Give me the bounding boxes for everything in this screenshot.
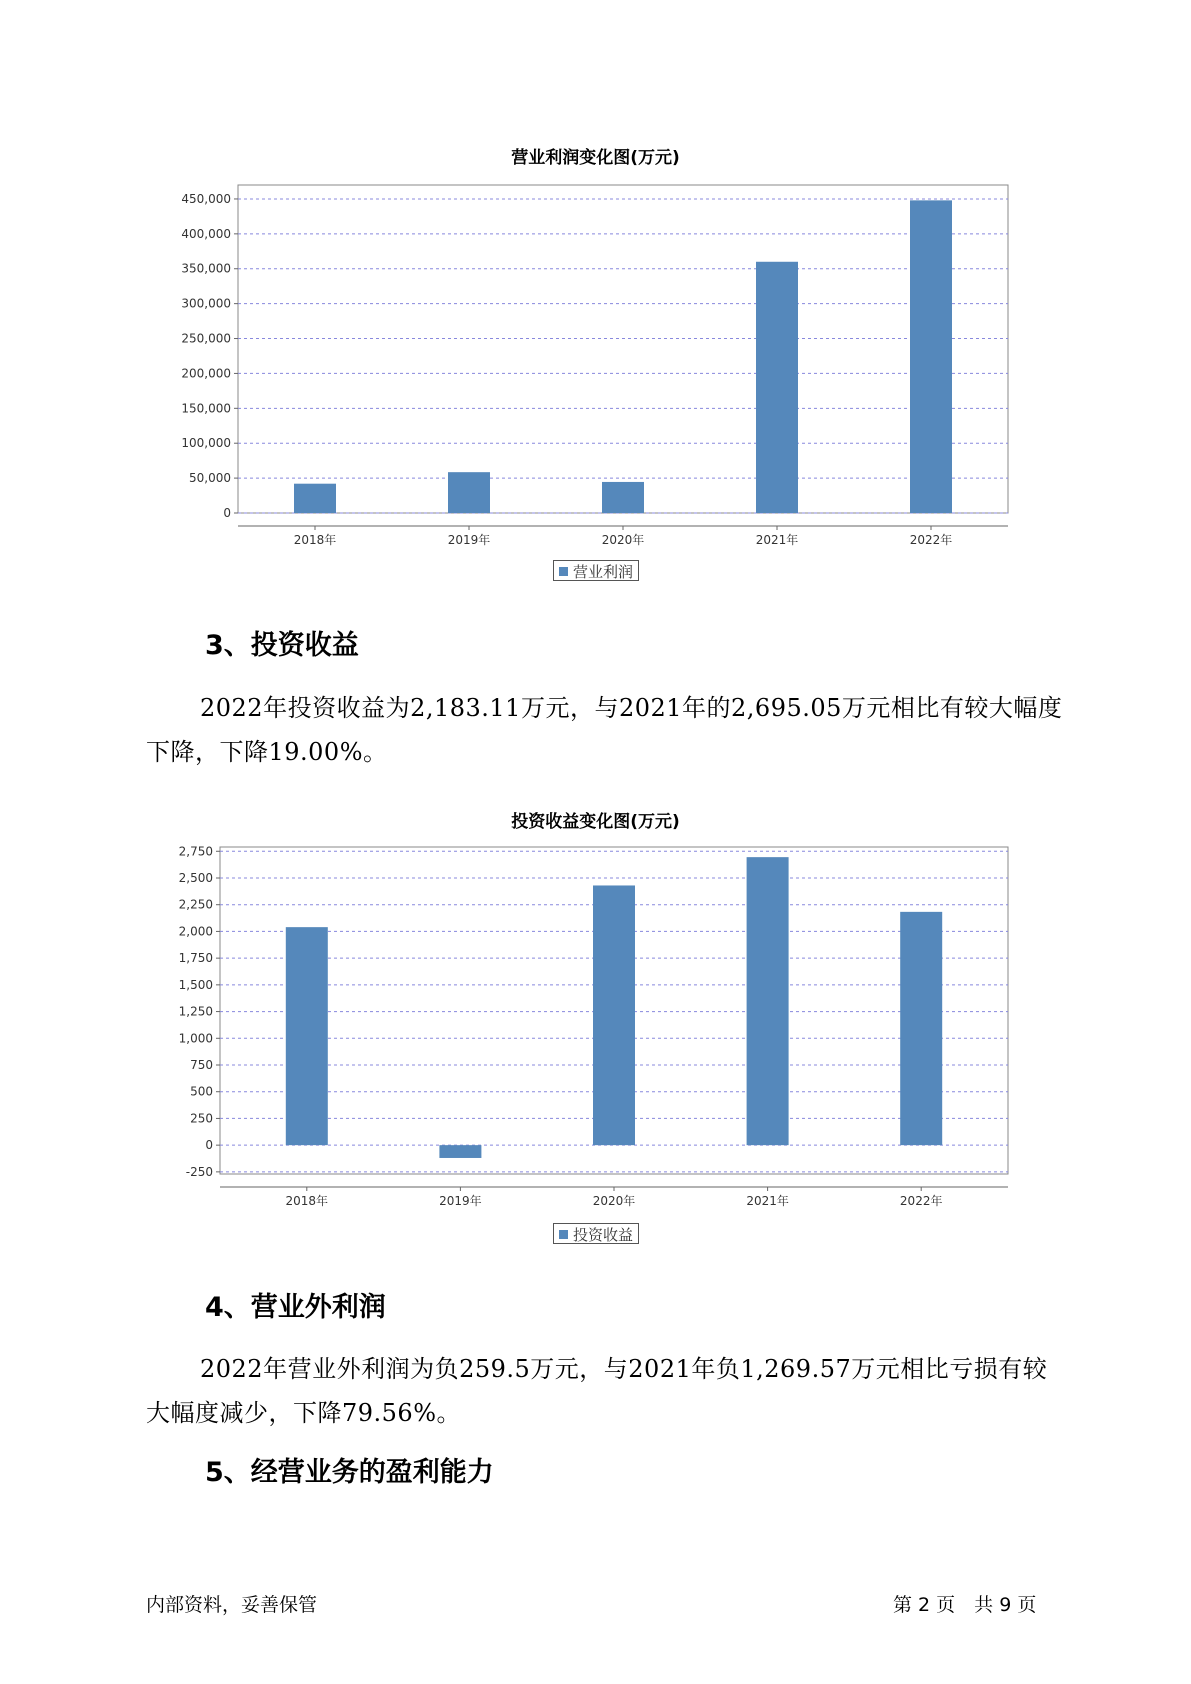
x-tick-label: 2022年 xyxy=(899,1194,943,1208)
section4-heading: 4、营业外利润 xyxy=(205,1292,386,1323)
y-tick-label: 300,000 xyxy=(181,296,231,311)
y-tick-label: 0 xyxy=(223,506,231,520)
legend-swatch xyxy=(559,567,568,576)
x-tick-label: 2018年 xyxy=(293,533,337,547)
y-tick-label: 1,750 xyxy=(178,951,213,966)
section5-heading: 5、经营业务的盈利能力 xyxy=(205,1457,494,1488)
y-tick-label: 750 xyxy=(190,1058,213,1072)
bar-2019年 xyxy=(439,1145,481,1158)
x-tick-label: 2022年 xyxy=(909,533,953,547)
y-tick-label: 2,500 xyxy=(178,870,213,885)
chart2-legend xyxy=(553,1223,639,1244)
chart1-operating-profit xyxy=(0,170,1191,560)
y-tick-label: 1,000 xyxy=(178,1031,213,1046)
chart2-title: 投资收益变化图(万元) xyxy=(511,812,680,832)
chart2-legend-label: 投资收益 xyxy=(573,1226,634,1244)
y-tick-label: 450,000 xyxy=(181,191,231,206)
x-tick-label: 2020年 xyxy=(601,533,645,547)
bar-2018年 xyxy=(294,484,336,513)
bar-2020年 xyxy=(593,885,635,1145)
y-tick-label: 200,000 xyxy=(181,366,231,381)
footer-note: 内部资料，妥善保管 xyxy=(146,1594,318,1616)
x-tick-label: 2019年 xyxy=(447,533,491,547)
bar-2021年 xyxy=(756,262,798,513)
x-tick-label: 2021年 xyxy=(746,1194,789,1208)
chart2-investment-income xyxy=(0,835,1191,1235)
y-tick-label: 250,000 xyxy=(181,331,231,346)
x-tick-label: 2018年 xyxy=(285,1194,329,1208)
y-tick-label: 0 xyxy=(205,1138,213,1153)
section4-paragraph: 2022年营业外利润为负259.5万元，与2021年负1,269.57万元相比亏损有较大幅度减少，下降79.56%。 xyxy=(146,1355,1048,1427)
bar-2020年 xyxy=(602,482,644,513)
y-tick-label: 100,000 xyxy=(181,436,231,451)
x-tick-label: 2019年 xyxy=(439,1194,482,1208)
bar-2022年 xyxy=(910,200,952,513)
y-tick-label: 1,500 xyxy=(178,977,213,992)
footer-page-number: 第 2 页 共 9 页 xyxy=(893,1594,1037,1616)
y-tick-label: -250 xyxy=(185,1164,213,1179)
legend-swatch xyxy=(559,1230,568,1239)
y-tick-label: 50,000 xyxy=(189,471,231,486)
bar-2018年 xyxy=(286,927,328,1145)
y-tick-label: 2,250 xyxy=(178,897,213,912)
y-tick-label: 2,750 xyxy=(178,844,213,859)
y-tick-label: 150,000 xyxy=(181,401,231,416)
section3-heading: 3、投资收益 xyxy=(205,630,359,661)
bar-2022年 xyxy=(900,912,942,1145)
y-tick-label: 500 xyxy=(190,1084,213,1099)
x-tick-label: 2021年 xyxy=(755,533,799,547)
bar-2021年 xyxy=(747,857,789,1145)
y-tick-label: 350,000 xyxy=(181,261,231,276)
y-tick-label: 250 xyxy=(190,1111,213,1126)
y-tick-label: 2,000 xyxy=(178,924,213,939)
bar-2019年 xyxy=(448,472,490,513)
y-tick-label: 400,000 xyxy=(181,226,231,241)
chart1-legend xyxy=(553,560,639,581)
chart1-legend-label: 营业利润 xyxy=(573,563,634,581)
x-tick-label: 2020年 xyxy=(592,1194,636,1208)
chart1-title: 营业利润变化图(万元) xyxy=(511,148,680,168)
section3-paragraph: 2022年投资收益为2,183.11万元，与2021年的2,695.05万元相比有较大幅度下降，下降19.00%。 xyxy=(146,694,1063,766)
y-tick-label: 1,250 xyxy=(178,1004,213,1019)
